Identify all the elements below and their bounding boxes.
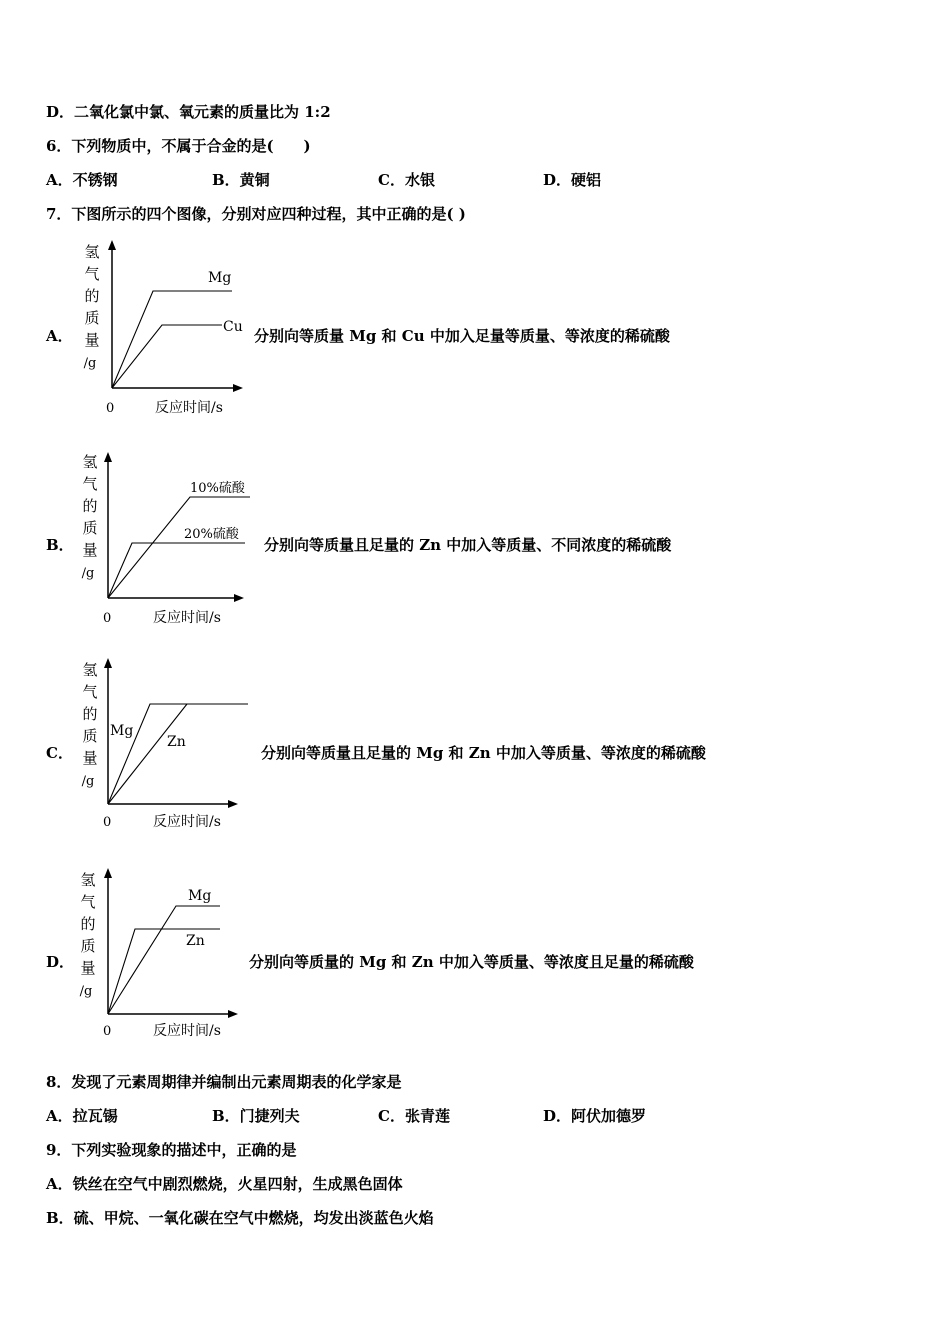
series-label-20pct: 20%硫酸 xyxy=(184,527,239,542)
y-axis-char: 的 xyxy=(84,287,100,305)
q6-option-a: A．不锈钢 xyxy=(46,171,118,189)
q7-option-d-label: D． xyxy=(46,953,75,971)
series-label-zn: Zn xyxy=(186,933,205,949)
q9-stem: 9．下列实验现象的描述中，正确的是 xyxy=(46,1141,297,1159)
y-axis-char: 质 xyxy=(82,727,98,745)
q7-option-b-label: B． xyxy=(46,536,74,554)
q7-graph-d xyxy=(68,864,258,1046)
q6-option-c: C．水银 xyxy=(378,171,435,189)
q8-option-c: C．张青莲 xyxy=(378,1107,450,1125)
y-axis-unit: /g xyxy=(79,984,93,999)
q7-option-c-label: C． xyxy=(46,744,73,762)
curve-mg xyxy=(112,291,232,388)
q7-option-a-label: A． xyxy=(46,327,73,345)
q8-option-a: A．拉瓦锡 xyxy=(46,1107,118,1125)
q8-stem: 8．发现了元素周期律并编制出元素周期表的化学家是 xyxy=(46,1073,402,1091)
x-axis-label: 反应时间/s xyxy=(153,1023,221,1039)
q8-option-b: B．门捷列夫 xyxy=(212,1107,300,1125)
y-axis-unit: /g xyxy=(81,774,95,789)
series-label-cu: Cu xyxy=(223,319,243,335)
q7-stem: 7．下图所示的四个图像，分别对应四种过程，其中正确的是( ) xyxy=(46,205,466,223)
origin-label: 0 xyxy=(103,1024,112,1039)
y-axis-char: 量 xyxy=(82,541,98,559)
y-axis-char: 氢 xyxy=(80,871,96,889)
q6-option-b: B．黄铜 xyxy=(212,171,270,189)
y-axis-unit: /g xyxy=(83,356,97,371)
y-axis-char: 量 xyxy=(82,749,98,767)
x-axis-label: 反应时间/s xyxy=(155,400,223,416)
x-axis-label: 反应时间/s xyxy=(153,814,221,830)
series-label-mg: Mg xyxy=(110,723,134,739)
y-axis-char: 量 xyxy=(84,331,100,349)
y-axis-char: 量 xyxy=(80,959,96,977)
y-axis-char: 质 xyxy=(84,309,100,327)
y-axis-char: 气 xyxy=(82,683,98,701)
y-axis-char: 的 xyxy=(82,497,98,515)
y-axis-char: 的 xyxy=(82,705,98,723)
curve-20pct xyxy=(108,543,245,598)
curve-mg xyxy=(108,704,248,804)
y-axis-arrow-icon xyxy=(104,658,112,668)
x-axis-arrow-icon xyxy=(233,384,243,392)
q7-option-a-desc: 分别向等质量 Mg 和 Cu 中加入足量等质量、等浓度的稀硫酸 xyxy=(254,327,670,345)
y-axis-char: 质 xyxy=(82,519,98,537)
curve-10pct xyxy=(108,497,250,598)
curve-zn xyxy=(108,704,187,804)
q6-option-d: D．硬铝 xyxy=(543,171,602,189)
q9-option-a: A．铁丝在空气中剧烈燃烧，火星四射，生成黑色固体 xyxy=(46,1175,403,1193)
y-axis-char: 气 xyxy=(84,265,100,283)
q7-graph-b xyxy=(70,448,260,630)
y-axis-char: 氢 xyxy=(82,661,98,679)
q7-graph-c xyxy=(70,654,260,836)
q6-stem: 6．下列物质中，不属于合金的是( ) xyxy=(46,137,311,155)
y-axis-char: 氢 xyxy=(84,243,100,261)
q9-option-b: B．硫、甲烷、一氧化碳在空气中燃烧，均发出淡蓝色火焰 xyxy=(46,1209,434,1227)
origin-label: 0 xyxy=(106,401,115,416)
origin-label: 0 xyxy=(103,611,112,626)
q8-option-d: D．阿伏加德罗 xyxy=(543,1107,647,1125)
q5-option-d: D．二氧化氯中氯、氧元素的质量比为 1:2 xyxy=(46,103,331,121)
q7-option-b-desc: 分别向等质量且足量的 Zn 中加入等质量、不同浓度的稀硫酸 xyxy=(264,536,672,554)
x-axis-label: 反应时间/s xyxy=(153,610,221,626)
curve-cu xyxy=(112,325,222,388)
y-axis-char: 气 xyxy=(80,893,96,911)
y-axis-char: 质 xyxy=(80,937,96,955)
x-axis-arrow-icon xyxy=(234,594,244,602)
q7-option-d-desc: 分别向等质量的 Mg 和 Zn 中加入等质量、等浓度且足量的稀硫酸 xyxy=(249,953,694,971)
x-axis-arrow-icon xyxy=(228,1010,238,1018)
series-label-mg: Mg xyxy=(208,270,232,286)
q7-graph-a xyxy=(72,238,262,420)
series-label-zn: Zn xyxy=(167,734,186,750)
y-axis-char: 气 xyxy=(82,475,98,493)
y-axis-char: 的 xyxy=(80,915,96,933)
y-axis-arrow-icon xyxy=(104,452,112,462)
y-axis-char: 氢 xyxy=(82,453,98,471)
q7-option-c-desc: 分别向等质量且足量的 Mg 和 Zn 中加入等质量、等浓度的稀硫酸 xyxy=(261,744,706,762)
y-axis-arrow-icon xyxy=(108,240,116,250)
y-axis-arrow-icon xyxy=(104,868,112,878)
y-axis-unit: /g xyxy=(81,566,95,581)
origin-label: 0 xyxy=(103,815,112,830)
x-axis-arrow-icon xyxy=(228,800,238,808)
series-label-10pct: 10%硫酸 xyxy=(190,481,245,496)
series-label-mg: Mg xyxy=(188,888,212,904)
